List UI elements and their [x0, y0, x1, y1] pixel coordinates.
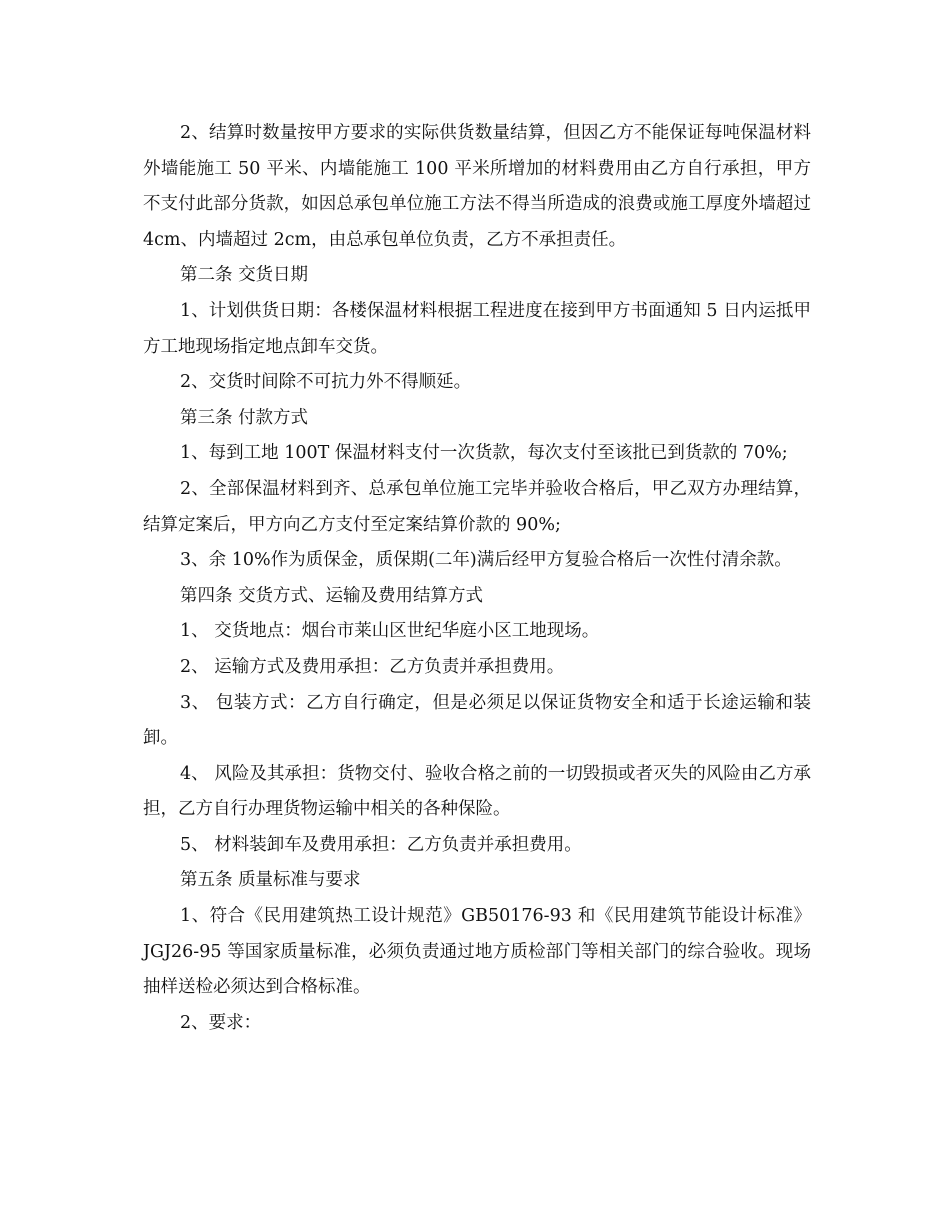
article-3-heading: 第三条 付款方式 — [180, 407, 309, 428]
clause-loading-unloading: 5、 材料装卸车及费用承担：乙方负责并承担费用。 — [180, 834, 582, 855]
document-body — [143, 116, 811, 1041]
article-5-heading: 第五条 质量标准与要求 — [180, 870, 361, 891]
clause-requirements: 2、要求： — [180, 1012, 262, 1033]
clause-no-delay: 2、交货时间除不可抗力外不得顺延。 — [180, 372, 472, 393]
clause-delivery-location: 1、 交货地点：烟台市莱山区世纪华庭小区工地现场。 — [180, 621, 600, 642]
clause-payment-per-batch: 1、每到工地 100T 保温材料支付一次货款，每次支付至该批已到货款的 70%; — [180, 443, 788, 464]
article-2-heading: 第二条 交货日期 — [180, 265, 309, 286]
clause-quality-deposit: 3、余 10%作为质保金，质保期(二年)满后经甲方复验合格后一次性付清余款。 — [180, 550, 792, 571]
clause-settlement-quantity: 2、结算时数量按甲方要求的实际供货数量结算，但因乙方不能保证每吨保温材料外墙能施工 50 平米、内墙能施工 100 平米所增加的材料费用由乙方自行承担，甲方不支付此部分货款，如因总承包单位施工方法不得当所造成的浪费或施工厚度外墙超过 4cm、内墙超过 2cm，由总承包单位负责，乙方不承担责任。 — [143, 123, 811, 250]
clause-planned-delivery-date: 1、计划供货日期：各楼保温材料根据工程进度在接到甲方书面通知 5 日内运抵甲方工地现场指定地点卸车交货。 — [143, 300, 811, 357]
clause-packaging: 3、 包装方式：乙方自行确定，但是必须足以保证货物安全和适于长途运输和装卸。 — [143, 692, 811, 749]
clause-quality-standards: 1、符合《民用建筑热工设计规范》GB50176-93 和《民用建筑节能设计标准》JGJ26-95 等国家质量标准，必须负责通过地方质检部门等相关部门的综合验收。现场抽样送检必须达到合格标准。 — [143, 906, 811, 998]
article-4-heading: 第四条 交货方式、运输及费用结算方式 — [180, 585, 484, 606]
clause-risk: 4、 风险及其承担：货物交付、验收合格之前的一切毁损或者灭失的风险由乙方承担，乙方自行办理货物运输中相关的各种保险。 — [143, 763, 811, 820]
clause-transport-cost: 2、 运输方式及费用承担：乙方负责并承担费用。 — [180, 656, 565, 677]
clause-payment-final-settlement: 2、全部保温材料到齐、总承包单位施工完毕并验收合格后，甲乙双方办理结算，结算定案后，甲方向乙方支付至定案结算价款的 90%; — [143, 478, 811, 535]
